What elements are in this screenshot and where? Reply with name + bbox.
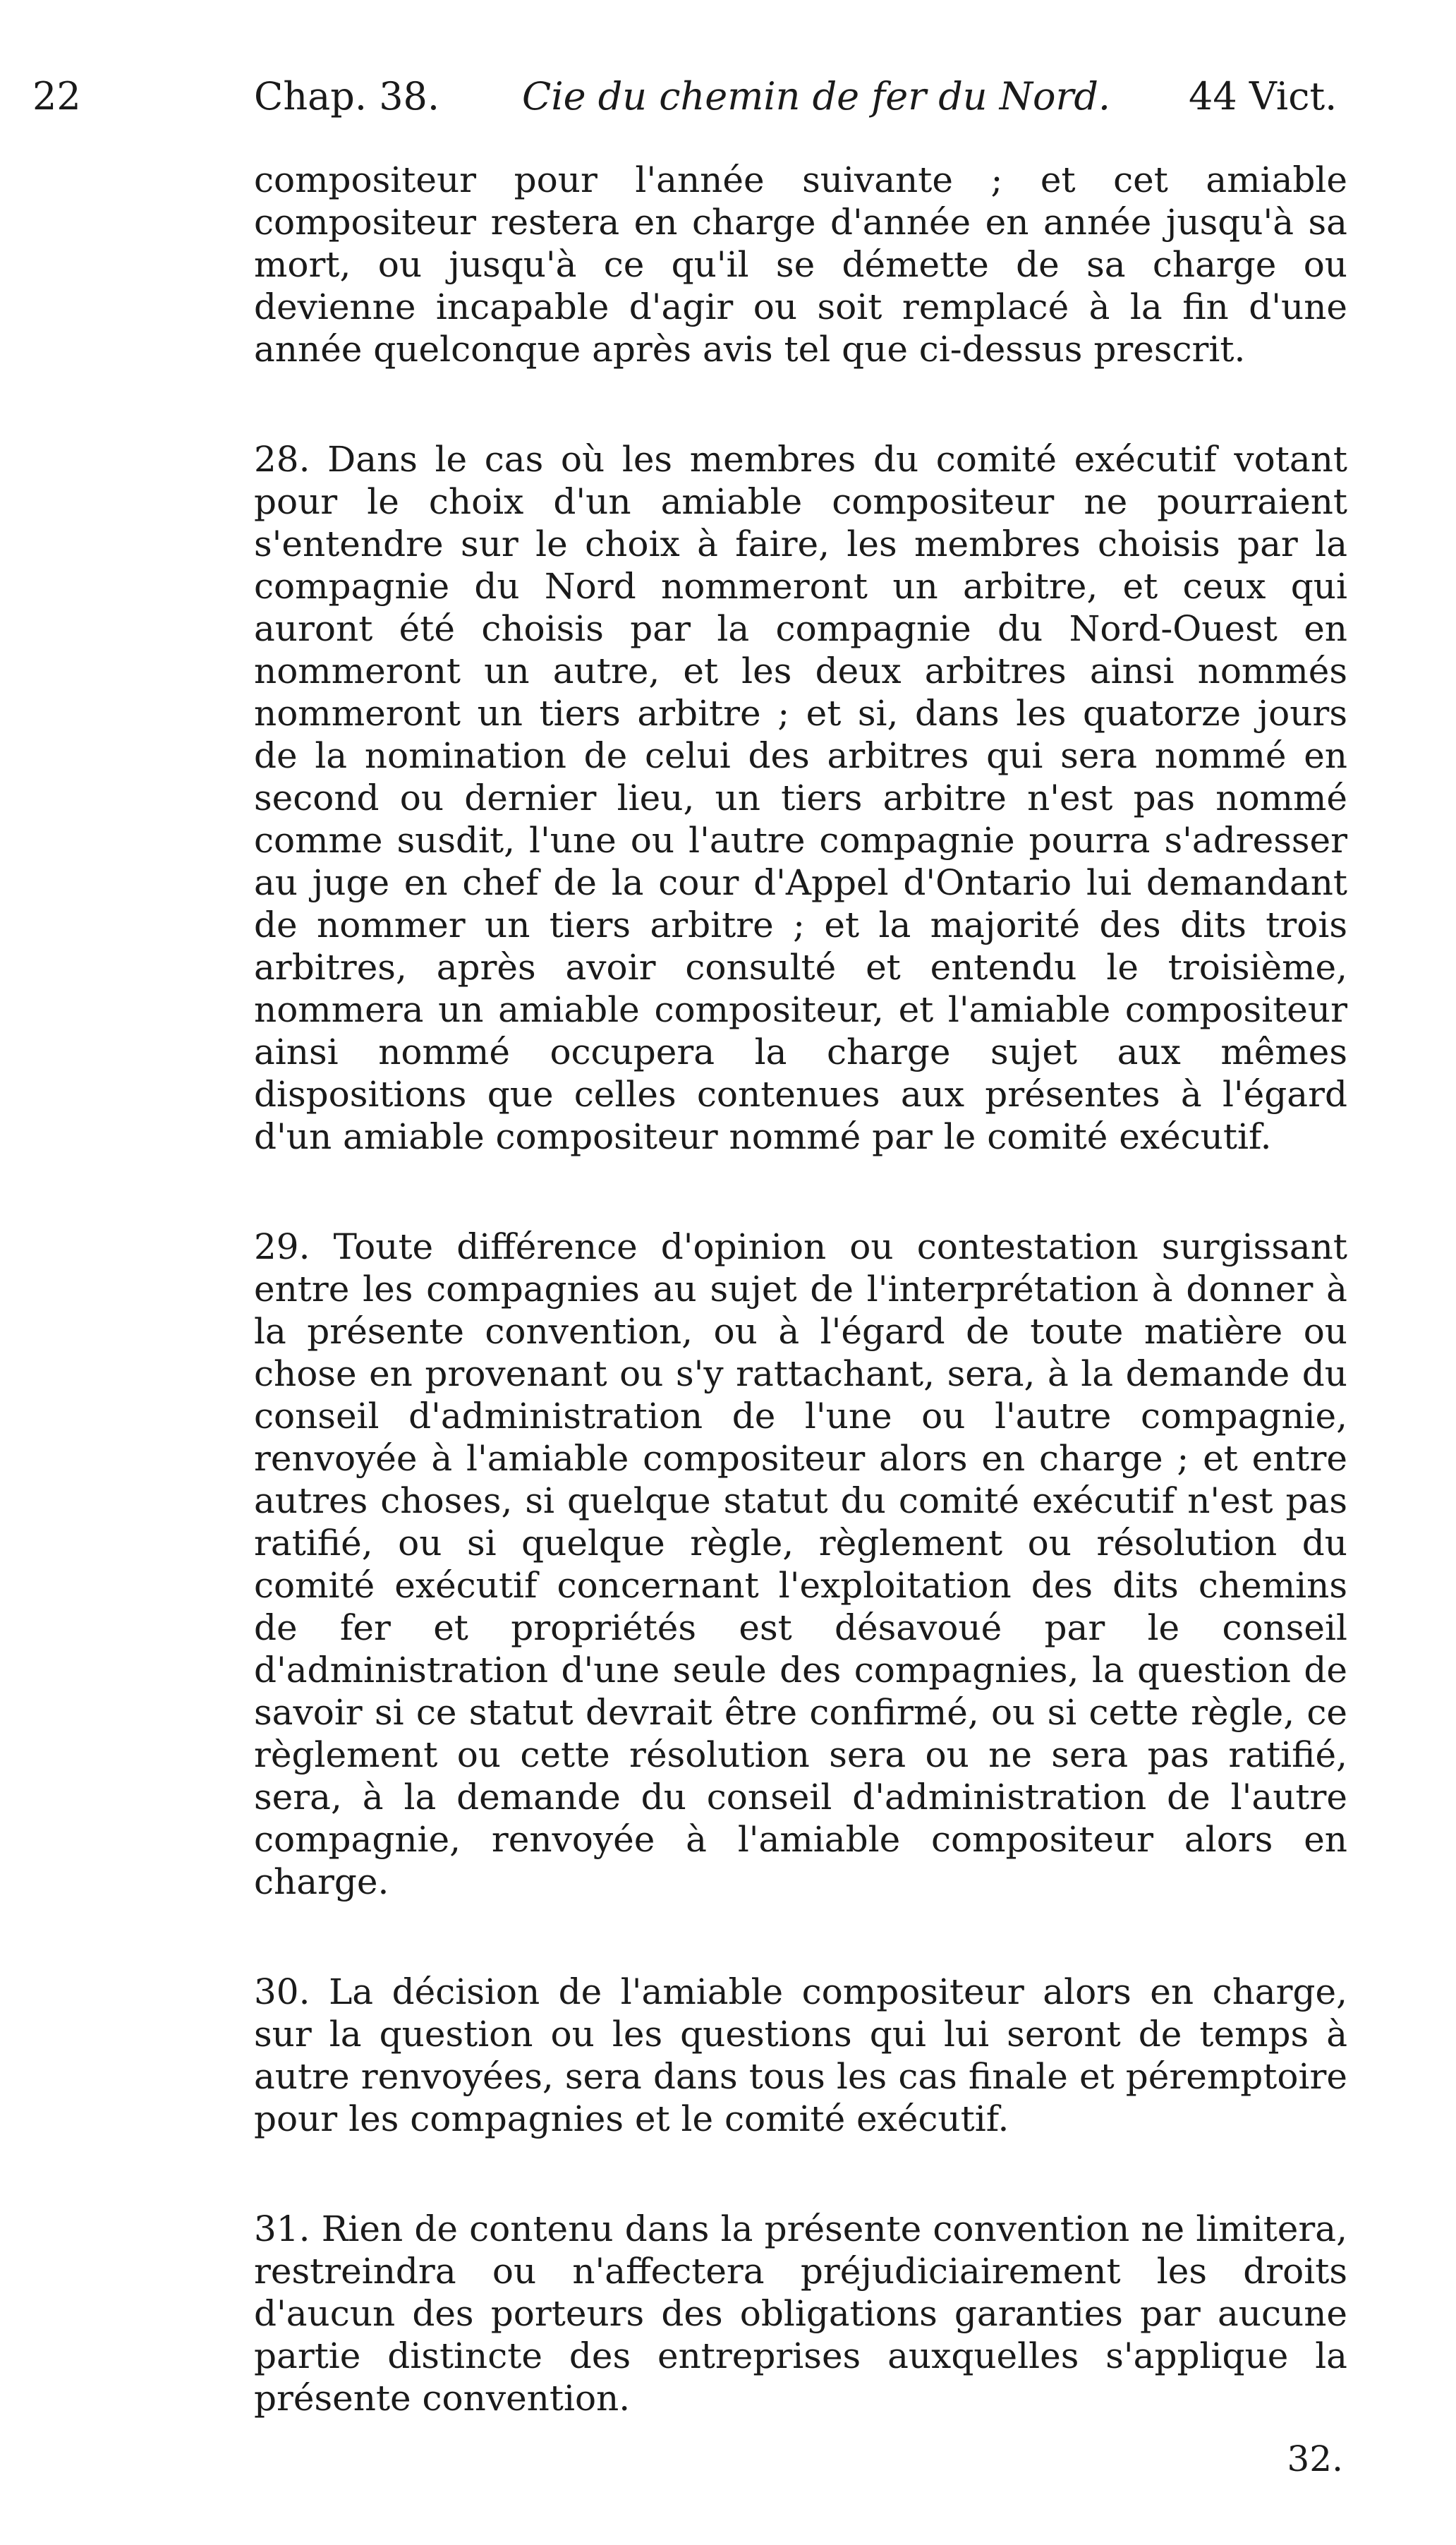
paragraph-text: Toute différence d'opinion ou contestation surgissant entre les compagnies au sujet de l'interprétation à donner à la présente convention, ou à l'égard de toute matière ou chose en provenant ou s'y rattachant, sera, à la demande du conseil d'administration de l'une ou l'autre compagnie, renvoyée à l'amiable compositeur alors en charge ; et entre autres choses, si quelque statut du comité exécutif n'est pas ratifié, ou si quelque règle, règlement ou résolution du comité exécutif concernant l'exploitation des dits chemins de fer et propriétés est désavoué par le conseil d'administration d'une seule des compagnies, la question de savoir si ce statut devrait être confirmé, ou si cette règle, ce règlement ou cette résolution sera ou ne sera pas ratifié, sera, à la demande du conseil d'administration de l'autre compagnie, renvoyée à l'amiable compositeur alors en charge. bbox=[254, 1226, 1347, 1902]
catchword: 32. bbox=[1287, 2438, 1343, 2479]
section-number: 29. bbox=[254, 1226, 310, 1267]
section-number: 30. bbox=[254, 1971, 310, 2012]
page-number: 22 bbox=[32, 74, 81, 119]
section-28 bbox=[254, 438, 1347, 1158]
paragraph-text: Dans le cas où les membres du comité exécutif votant pour le choix d'un amiable compositeur ne pourraient s'entendre sur le choix à faire, les membres choisis par la compagnie du Nord nommeront un arbitre, et ceux qui auront été choisis par la compagnie du Nord-Ouest en nommeront un autre, et les deux arbitres ainsi nommés nommeront un tiers arbitre ; et si, dans les quatorze jours de la nomination de celui des arbitres qui sera nommé en second ou dernier lieu, un tiers arbitre n'est pas nommé comme susdit, l'une ou l'autre compagnie pourra s'adresser au juge en chef de la cour d'Appel d'Ontario lui demandant de nommer un tiers arbitre ; et la majorité des dits trois arbitres, après avoir consulté et entendu le troisième, nommera un amiable compositeur, et l'amiable compositeur ainsi nommé occupera la charge sujet aux mêmes dispositions que celles contenues aux présentes à l'égard d'un amiable compositeur nommé par le comité exécutif. bbox=[254, 439, 1347, 1157]
section-30 bbox=[254, 1971, 1347, 2140]
section-number: 31. bbox=[254, 2208, 310, 2249]
page-body bbox=[254, 159, 1347, 2419]
page-header bbox=[0, 65, 1456, 128]
section-31 bbox=[254, 2208, 1347, 2419]
section-29 bbox=[254, 1226, 1347, 1903]
paragraph-continuation bbox=[254, 159, 1347, 370]
paragraph-text: Rien de contenu dans la présente convention ne limitera, restreindra ou n'affectera préjudiciairement les droits d'aucun des porteurs des obligations garanties par aucune partie distincte des entreprises auxquelles s'applique la présente convention. bbox=[254, 2208, 1347, 2419]
running-title: Cie du chemin de fer du Nord. bbox=[522, 74, 1111, 119]
regnal-year: 44 Vict. bbox=[1189, 74, 1337, 119]
chapter-label: Chap. 38. bbox=[254, 74, 440, 119]
paragraph-text: compositeur pour l'année suivante ; et cet amiable compositeur restera en charge d'année en année jusqu'à sa mort, ou jusqu'à ce qu'il se démette de sa charge ou devienne incapable d'agir ou soit remplacé à la fin d'une année quelconque après avis tel que ci-dessus prescrit. bbox=[254, 159, 1347, 370]
paragraph-text: La décision de l'amiable compositeur alors en charge, sur la question ou les questions qui lui seront de temps à autre renvoyées, sera dans tous les cas finale et péremptoire pour les compagnies et le comité exécutif. bbox=[254, 1971, 1347, 2139]
section-number: 28. bbox=[254, 439, 310, 480]
